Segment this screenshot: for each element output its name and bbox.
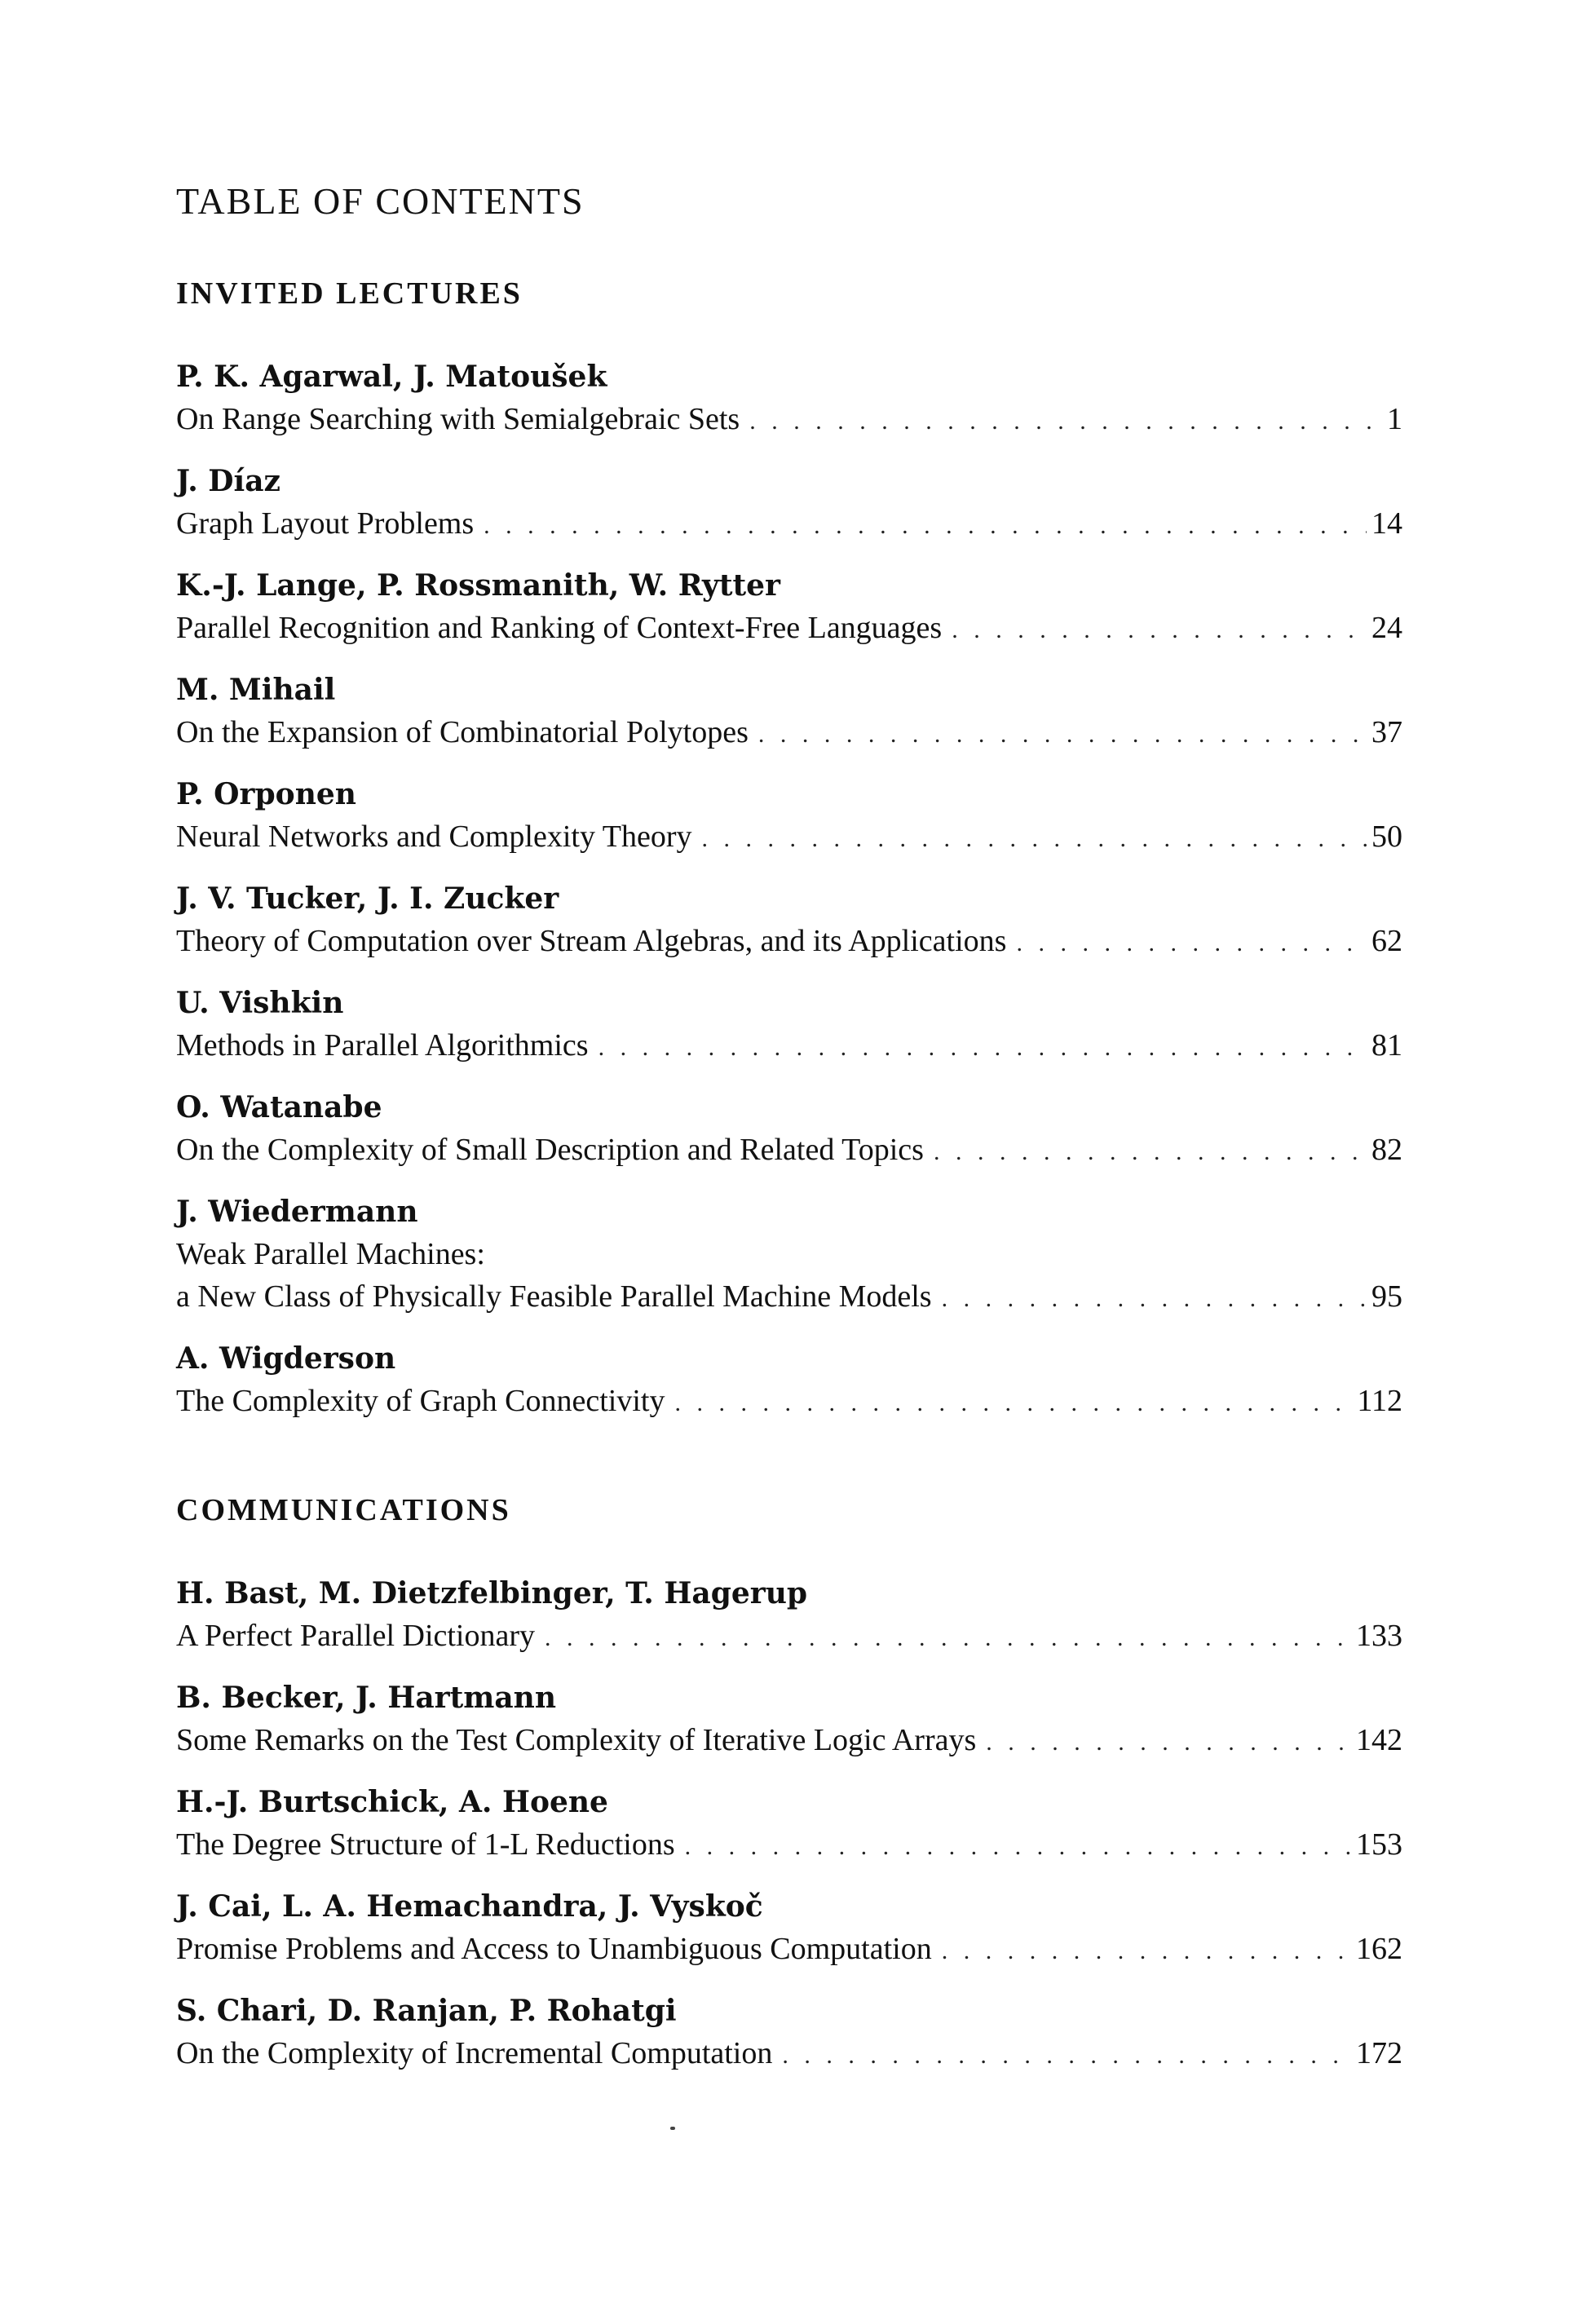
entry-page-number: 172 xyxy=(1356,2036,1402,2070)
dot-leader xyxy=(685,1826,1351,1868)
entry-page-number: 50 xyxy=(1371,820,1402,854)
entry-page-number: 95 xyxy=(1371,1279,1402,1314)
entry-title-row xyxy=(176,1928,1402,1970)
entry-title-row xyxy=(176,2032,1402,2074)
entry-authors: S. Chari, D. Ranjan, P. Rohatgi xyxy=(176,1994,677,2028)
entry-spacer xyxy=(176,1422,1402,1442)
toc-entry xyxy=(176,1677,1402,1781)
entry-authors: P. Orponen xyxy=(176,777,356,811)
dot-leader xyxy=(934,1131,1367,1173)
toc-entry xyxy=(176,669,1402,773)
entry-authors: J. Cai, L. A. Hemachandra, J. Vyskoč xyxy=(176,1889,763,1924)
entry-title-row xyxy=(176,815,1402,858)
entry-authors: B. Becker, J. Hartmann xyxy=(176,1681,557,1715)
dot-leader xyxy=(942,1278,1367,1320)
toc-entry xyxy=(176,564,1402,669)
toc-entry xyxy=(176,1885,1402,1990)
entry-title: Promise Problems and Access to Unambiguous Computation xyxy=(176,1932,932,1966)
entry-title: A Perfect Parallel Dictionary xyxy=(176,1619,536,1653)
entry-spacer xyxy=(176,1067,1402,1086)
entry-authors: M. Mihail xyxy=(176,673,336,707)
dot-leader xyxy=(758,714,1367,756)
toc-entry xyxy=(176,1086,1402,1191)
entry-authors: J. Díaz xyxy=(176,464,280,498)
entry-title-row xyxy=(176,1275,1402,1318)
entry-authors: U. Vishkin xyxy=(176,986,344,1020)
toc-entry xyxy=(176,1990,1402,2094)
entry-page-number: 37 xyxy=(1371,715,1402,749)
dot-leader xyxy=(942,1930,1351,1973)
dot-leader xyxy=(749,400,1382,443)
entry-page-number: 153 xyxy=(1356,1827,1402,1862)
entry-spacer xyxy=(176,1970,1402,1990)
invited-lectures-list xyxy=(176,356,1402,1442)
entry-title-row xyxy=(176,607,1402,649)
toc-entry xyxy=(176,356,1402,460)
entry-title: On the Complexity of Small Description and Related Topics xyxy=(176,1133,924,1167)
dot-leader xyxy=(1016,922,1367,965)
entry-spacer xyxy=(176,1171,1402,1191)
entry-spacer xyxy=(176,1318,1402,1337)
entry-title: Methods in Parallel Algorithmics xyxy=(176,1028,589,1063)
entry-page-number: 142 xyxy=(1356,1723,1402,1757)
entry-authors: P. K. Agarwal, J. Matoušek xyxy=(176,360,607,394)
dot-leader xyxy=(986,1721,1351,1764)
entry-spacer xyxy=(176,545,1402,564)
entry-page-number: 14 xyxy=(1371,506,1402,541)
dot-leader xyxy=(545,1617,1351,1659)
entry-title-row xyxy=(176,1719,1402,1761)
entry-title-row xyxy=(176,1024,1402,1067)
entry-page-number: 81 xyxy=(1371,1028,1402,1063)
entry-title: The Complexity of Graph Connectivity xyxy=(176,1384,665,1418)
entry-title-row xyxy=(176,920,1402,962)
dot-leader xyxy=(674,1382,1352,1425)
entry-spacer xyxy=(176,858,1402,877)
toc-entry xyxy=(176,1572,1402,1677)
entry-title: Parallel Recognition and Ranking of Context-Free Languages xyxy=(176,611,943,645)
entry-page-number: 133 xyxy=(1356,1619,1402,1653)
entry-spacer xyxy=(176,962,1402,982)
entry-page-number: 82 xyxy=(1371,1133,1402,1167)
dot-leader xyxy=(952,609,1367,652)
toc-entry xyxy=(176,460,1402,564)
entry-title: a New Class of Physically Feasible Parallel Machine Models xyxy=(176,1279,932,1314)
section-heading-invited-lectures: INVITED LECTURES xyxy=(176,276,523,311)
entry-spacer xyxy=(176,440,1402,460)
entry-authors: K.-J. Lange, P. Rossmanith, W. Rytter xyxy=(176,568,781,603)
entry-spacer xyxy=(176,2074,1402,2094)
entry-spacer xyxy=(176,1657,1402,1677)
entry-title: On the Expansion of Combinatorial Polytopes xyxy=(176,715,749,749)
entry-spacer xyxy=(176,649,1402,669)
entry-authors: J. Wiedermann xyxy=(176,1195,418,1229)
entry-spacer xyxy=(176,1761,1402,1781)
toc-entry xyxy=(176,877,1402,982)
entry-title-row xyxy=(176,1823,1402,1866)
entry-authors: J. V. Tucker, J. I. Zucker xyxy=(176,881,559,916)
toc-entry xyxy=(176,1191,1402,1337)
entry-title: Neural Networks and Complexity Theory xyxy=(176,820,692,854)
entry-title-row xyxy=(176,1129,1402,1171)
entry-page-number: 62 xyxy=(1371,924,1402,958)
toc-entry xyxy=(176,773,1402,877)
toc-entry xyxy=(176,1781,1402,1885)
entry-title-line: Weak Parallel Machines: xyxy=(176,1237,485,1271)
section-heading-communications: COMMUNICATIONS xyxy=(176,1493,511,1527)
entry-authors: H. Bast, M. Dietzfelbinger, T. Hagerup xyxy=(176,1576,808,1610)
dot-leader xyxy=(598,1027,1367,1069)
entry-authors: H.-J. Burtschick, A. Hoene xyxy=(176,1785,608,1819)
entry-authors: A. Wigderson xyxy=(176,1341,396,1376)
dot-leader xyxy=(484,505,1367,547)
entry-title: On Range Searching with Semialgebraic Sets xyxy=(176,402,740,436)
entry-spacer xyxy=(176,1866,1402,1885)
entry-title: Some Remarks on the Test Complexity of Iterative Logic Arrays xyxy=(176,1723,977,1757)
entry-title: The Degree Structure of 1-L Reductions xyxy=(176,1827,675,1862)
entry-page-number: 162 xyxy=(1356,1932,1402,1966)
toc-entry xyxy=(176,982,1402,1086)
page-title: TABLE OF CONTENTS xyxy=(176,180,585,222)
entry-authors: O. Watanabe xyxy=(176,1090,382,1124)
entry-title-row xyxy=(176,1380,1402,1422)
entry-title-row xyxy=(176,711,1402,753)
entry-spacer xyxy=(176,753,1402,773)
entry-page-number: 1 xyxy=(1387,402,1402,436)
entry-title-row xyxy=(176,1615,1402,1657)
toc-entry xyxy=(176,1337,1402,1442)
entry-title: On the Complexity of Incremental Computation xyxy=(176,2036,773,2070)
dot-leader xyxy=(702,818,1367,860)
entry-title-row xyxy=(176,398,1402,440)
entry-page-number: 24 xyxy=(1371,611,1402,645)
entry-title: Theory of Computation over Stream Algebras, and its Applications xyxy=(176,924,1007,958)
entry-page-number: 112 xyxy=(1357,1384,1402,1418)
entry-title: Graph Layout Problems xyxy=(176,506,475,541)
entry-title-row xyxy=(176,502,1402,545)
page-speck xyxy=(670,2127,675,2130)
communications-list xyxy=(176,1572,1402,2094)
dot-leader xyxy=(782,2035,1351,2077)
